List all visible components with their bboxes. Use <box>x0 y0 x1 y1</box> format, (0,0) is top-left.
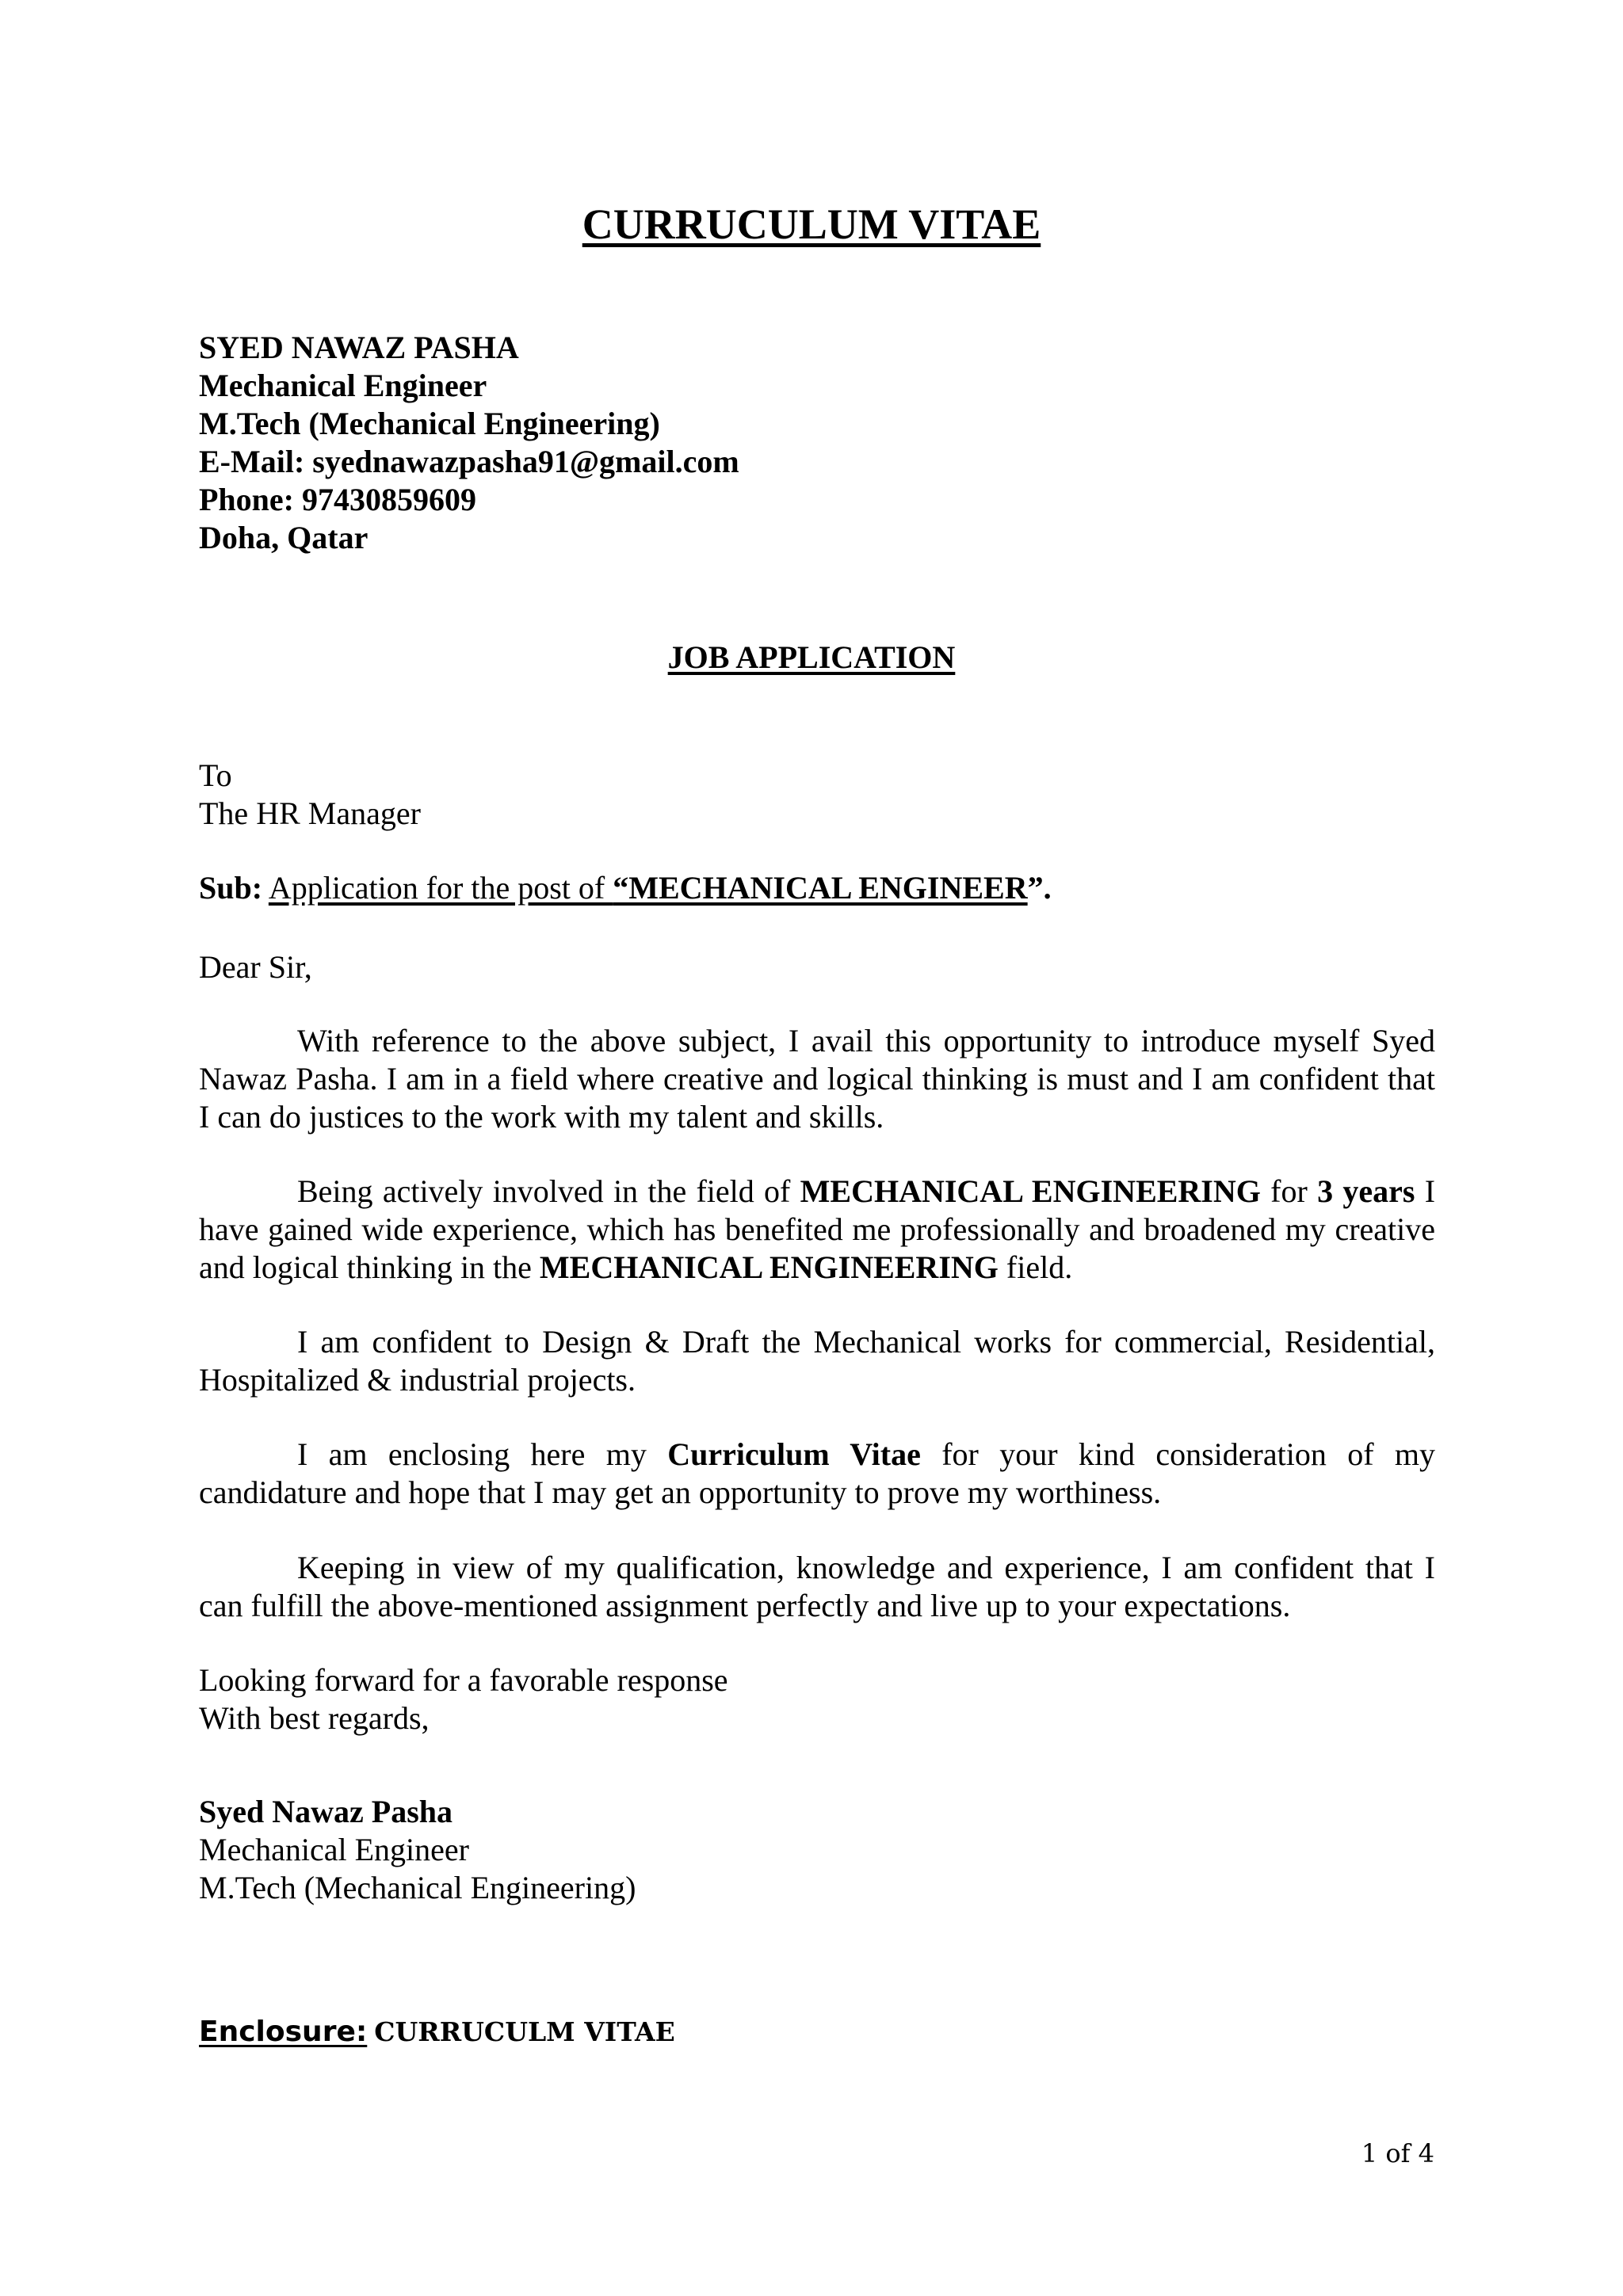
applicant-location: Doha, Qatar <box>199 520 369 555</box>
applicant-name: SYED NAWAZ PASHA <box>199 330 519 365</box>
signature-block <box>199 1793 1435 1907</box>
enclosure-value: CURRUCULM VITAE <box>374 2016 675 2047</box>
signature-designation: Mechanical Engineer <box>199 1832 469 1867</box>
salutation: Dear Sir, <box>199 949 312 985</box>
document-title: CURRUCULUM VITAE <box>582 200 1041 248</box>
signature-name: Syed Nawaz Pasha <box>199 1794 453 1829</box>
applicant-designation: Mechanical Engineer <box>199 368 487 403</box>
recipient-address <box>199 757 1435 833</box>
subject-line <box>199 869 1435 907</box>
p2-bold2: 3 years <box>1317 1173 1415 1209</box>
closing-line1: Looking forward for a favorable response <box>199 1662 728 1698</box>
enclosure-label: Enclosure: <box>199 2016 368 2048</box>
subject-label: Sub: <box>199 870 263 906</box>
section-heading: JOB APPLICATION <box>667 639 956 675</box>
p2-bold1: MECHANICAL ENGINEERING <box>800 1173 1261 1209</box>
closing <box>199 1661 1435 1737</box>
closing-line2: With best regards, <box>199 1700 430 1736</box>
p4-part2: for your kind consideration of my candidature and hope that I may get an opportunity to prove my worthiness. <box>199 1436 1435 1510</box>
applicant-qualification: M.Tech (Mechanical Engineering) <box>199 406 660 441</box>
paragraph-qualification: Keeping in view of my qualification, knowledge and experience, I am confident that I can fulfill the above-mentioned assignment perfectly and live up to your expectations. <box>199 1550 1435 1623</box>
p2-part4: field. <box>998 1249 1073 1285</box>
subject-text: Application for the post of <box>268 870 613 906</box>
signature-qualification: M.Tech (Mechanical Engineering) <box>199 1870 636 1905</box>
page-number: 1 of 4 <box>1361 2138 1434 2168</box>
paragraph-design: I am confident to Design & Draft the Mechanical works for commercial, Residential, Hospitalized & industrial projects. <box>199 1324 1435 1398</box>
p2-part1: Being actively involved in the field of <box>297 1173 800 1209</box>
address-recipient: The HR Manager <box>199 795 421 831</box>
p2-part3: I have gained wide experience, which has benefited me professionally and broadened my creative and logical thinking in the <box>199 1173 1436 1285</box>
applicant-phone: Phone: 97430859609 <box>199 482 476 517</box>
address-to: To <box>199 757 232 793</box>
p2-bold3: MECHANICAL ENGINEERING <box>539 1249 999 1285</box>
enclosure-line <box>199 2012 1435 2051</box>
subject-post: “MECHANICAL ENGINEER <box>613 870 1028 906</box>
paragraph-experience <box>199 1173 1435 1287</box>
p4-part1: I am enclosing here my <box>297 1436 668 1472</box>
p4-bold1: Curriculum Vitae <box>667 1436 921 1472</box>
applicant-email: E-Mail: syednawazpasha91@gmail.com <box>199 444 739 479</box>
applicant-header <box>199 329 739 557</box>
subject-underlined <box>269 870 1028 906</box>
paragraph-enclosing <box>199 1436 1435 1512</box>
p2-part2: for <box>1260 1173 1318 1209</box>
subject-suffix: ”. <box>1027 870 1052 906</box>
paragraph-introduction: With reference to the above subject, I avail this opportunity to introduce myself Syed Nawaz Pasha. I am in a field where creative and logical thinking is must and I am confident that I can do justices to the work with my talent and skills. <box>199 1023 1435 1135</box>
